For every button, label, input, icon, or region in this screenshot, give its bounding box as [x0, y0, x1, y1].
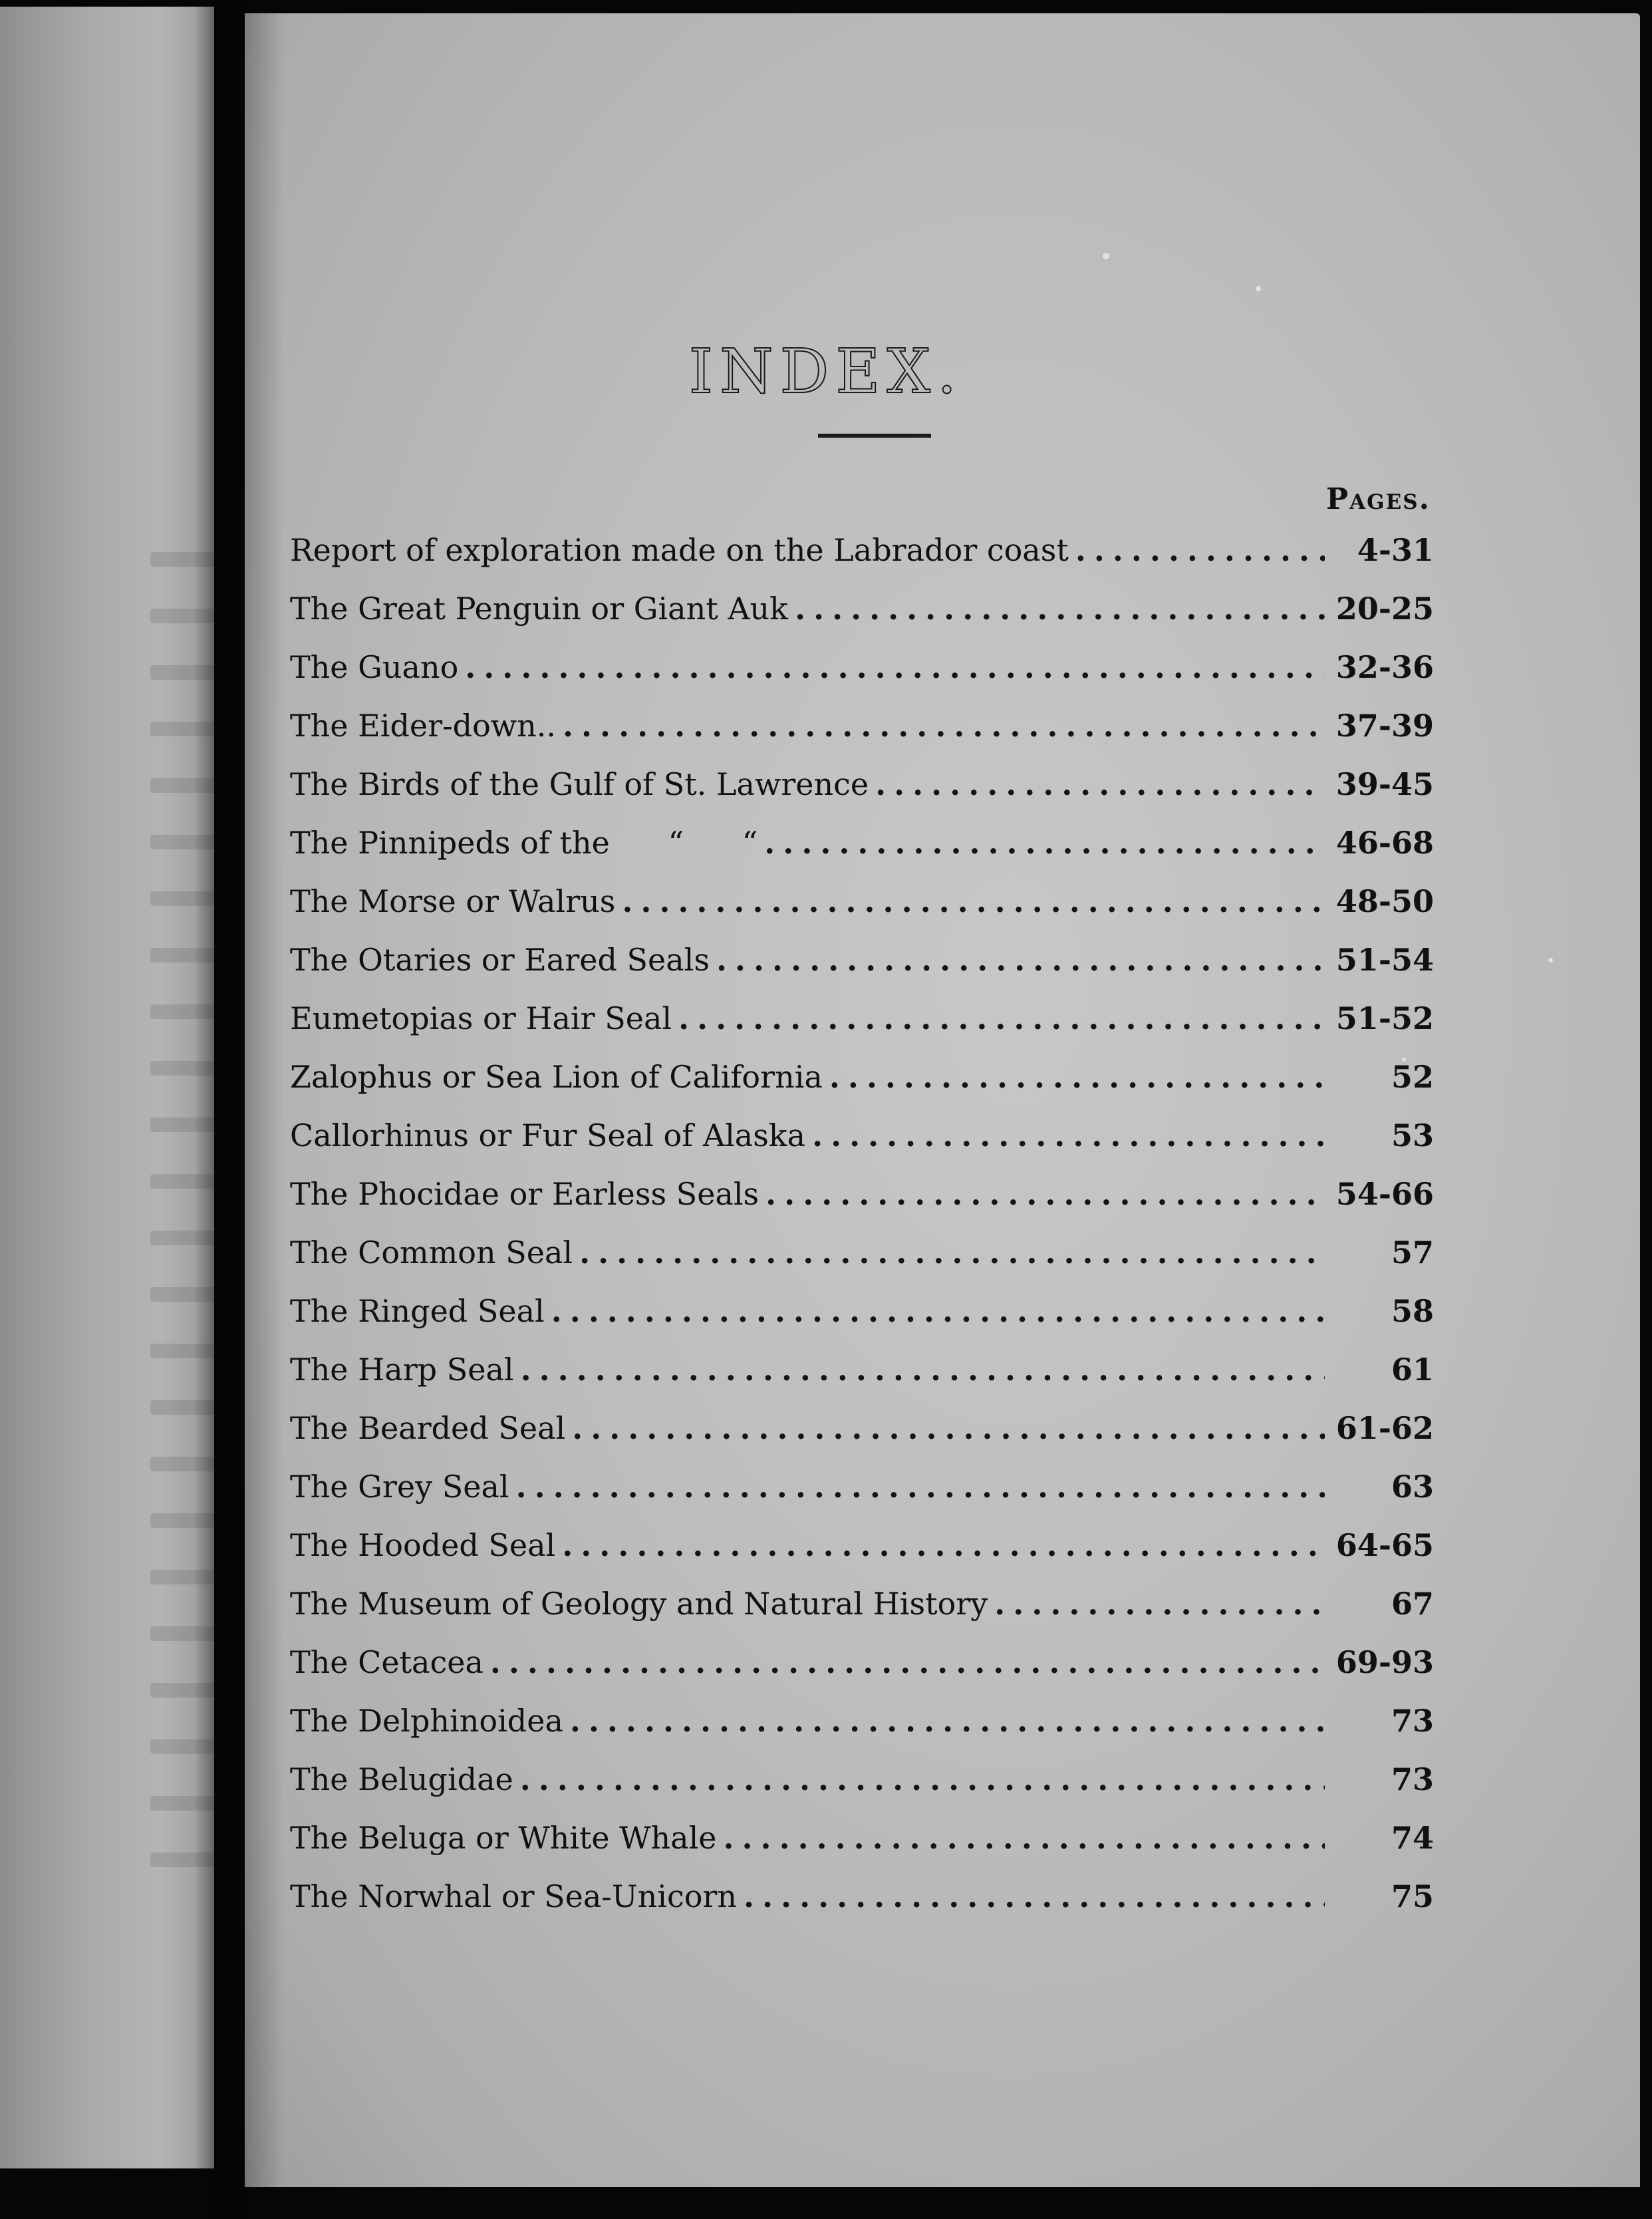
entry-pages: 61 — [1391, 1352, 1434, 1388]
index-entry — [290, 1352, 1434, 1405]
index-entry — [290, 1117, 1434, 1171]
entry-title: Report of exploration made on the Labrador coast — [290, 532, 1069, 568]
index-entry — [290, 1586, 1434, 1639]
index-entry — [290, 1000, 1434, 1054]
pages-column-header: Pages. — [1326, 482, 1431, 516]
entry-pages: 54-66 — [1335, 1176, 1434, 1212]
entry-pages: 74 — [1391, 1820, 1434, 1856]
index-entry — [290, 649, 1434, 702]
facing-page-fragment — [0, 7, 214, 2168]
entry-pages: 51-54 — [1335, 942, 1434, 978]
entry-title: The Birds of the Gulf of St. Lawrence — [290, 766, 869, 802]
entry-title: The Delphinoidea — [290, 1703, 563, 1739]
entry-pages: 51-52 — [1335, 1000, 1434, 1036]
dot-leader — [490, 1644, 1325, 1680]
entry-title: The Museum of Geology and Natural History — [290, 1586, 988, 1622]
dot-leader — [563, 708, 1325, 744]
dot-leader — [516, 1469, 1325, 1505]
dot-leader — [875, 766, 1325, 802]
dot-leader — [622, 883, 1325, 919]
entry-pages: 61-62 — [1335, 1410, 1434, 1446]
entry-pages: 58 — [1391, 1293, 1434, 1329]
dot-leader — [716, 942, 1325, 978]
entry-pages: 63 — [1391, 1469, 1434, 1505]
entry-pages: 4-31 — [1357, 532, 1434, 568]
entry-pages: 64-65 — [1335, 1527, 1434, 1563]
book-gutter — [214, 0, 246, 2219]
entry-pages: 53 — [1391, 1117, 1434, 1153]
index-entry — [290, 883, 1434, 937]
dot-leader — [521, 1352, 1325, 1388]
index-entry — [290, 1878, 1434, 1932]
entry-title: The Guano — [290, 649, 459, 685]
dot-leader — [812, 1117, 1325, 1153]
entry-title: The Pinnipeds of the “ “ — [290, 825, 758, 861]
dot-leader — [795, 591, 1325, 627]
index-entry — [290, 1527, 1434, 1580]
page-edge-shadow — [194, 7, 214, 2168]
index-entry — [290, 1235, 1434, 1288]
dot-leader — [551, 1293, 1325, 1329]
dot-leader — [994, 1586, 1325, 1622]
entry-title: The Belugidae — [290, 1761, 513, 1797]
dot-leader — [1075, 532, 1325, 568]
index-entry — [290, 1820, 1434, 1873]
title-rule — [818, 434, 931, 438]
dot-leader — [520, 1761, 1325, 1797]
index-entry — [290, 591, 1434, 644]
entry-title: The Cetacea — [290, 1644, 483, 1680]
index-entry — [290, 532, 1434, 585]
entry-title: The Common Seal — [290, 1235, 573, 1270]
dot-leader — [465, 649, 1325, 685]
dot-leader — [724, 1820, 1325, 1856]
index-entry — [290, 1293, 1434, 1346]
entry-title: The Eider-down.. — [290, 708, 557, 744]
index-entry — [290, 1644, 1434, 1698]
dot-leader — [829, 1059, 1325, 1095]
entry-title: Zalophus or Sea Lion of California — [290, 1059, 823, 1095]
entry-title: The Otaries or Eared Seals — [290, 942, 710, 978]
page-title: INDEX. — [688, 336, 964, 407]
index-entry — [290, 1176, 1434, 1229]
entry-pages: 75 — [1391, 1878, 1434, 1914]
entry-title: The Beluga or White Whale — [290, 1820, 717, 1856]
entry-title: The Phocidae or Earless Seals — [290, 1176, 759, 1212]
entry-title: The Hooded Seal — [290, 1527, 556, 1563]
entry-title: The Harp Seal — [290, 1352, 514, 1388]
dot-leader — [579, 1235, 1325, 1270]
index-entry — [290, 825, 1434, 878]
index-entry — [290, 1761, 1434, 1815]
dot-leader — [764, 825, 1325, 861]
entry-title: The Bearded Seal — [290, 1410, 566, 1446]
index-entry — [290, 1703, 1434, 1756]
paper-speck — [1548, 958, 1553, 962]
entry-pages: 32-36 — [1335, 649, 1434, 685]
entry-pages: 69-93 — [1335, 1644, 1434, 1680]
entry-title: The Norwhal or Sea-Unicorn — [290, 1878, 738, 1914]
entry-pages: 57 — [1391, 1235, 1434, 1270]
index-entry — [290, 1059, 1434, 1112]
paper-speck — [1256, 286, 1261, 291]
entry-title: The Ringed Seal — [290, 1293, 545, 1329]
index-entry — [290, 708, 1434, 761]
entry-pages: 48-50 — [1335, 883, 1434, 919]
entry-pages: 39-45 — [1335, 766, 1434, 802]
paper-speck — [1103, 253, 1109, 259]
entry-pages: 20-25 — [1335, 591, 1434, 627]
index-entry — [290, 766, 1434, 819]
index-entry — [290, 1410, 1434, 1463]
entry-pages: 73 — [1391, 1761, 1434, 1797]
dot-leader — [572, 1410, 1325, 1446]
entry-title: The Morse or Walrus — [290, 883, 616, 919]
entry-pages: 67 — [1391, 1586, 1434, 1622]
entry-title: Callorhinus or Fur Seal of Alaska — [290, 1117, 806, 1153]
dot-leader — [744, 1878, 1325, 1914]
dot-leader — [678, 1000, 1325, 1036]
index-entry — [290, 1469, 1434, 1522]
entry-pages: 73 — [1391, 1703, 1434, 1739]
entry-pages: 46-68 — [1335, 825, 1434, 861]
entry-title: The Great Penguin or Giant Auk — [290, 591, 789, 627]
entry-pages: 37-39 — [1335, 708, 1434, 744]
entry-title: The Grey Seal — [290, 1469, 509, 1505]
dot-leader — [562, 1527, 1325, 1563]
entry-pages: 52 — [1391, 1059, 1434, 1095]
entry-title: Eumetopias or Hair Seal — [290, 1000, 672, 1036]
dot-leader — [570, 1703, 1325, 1739]
index-entry — [290, 942, 1434, 995]
dot-leader — [765, 1176, 1325, 1212]
